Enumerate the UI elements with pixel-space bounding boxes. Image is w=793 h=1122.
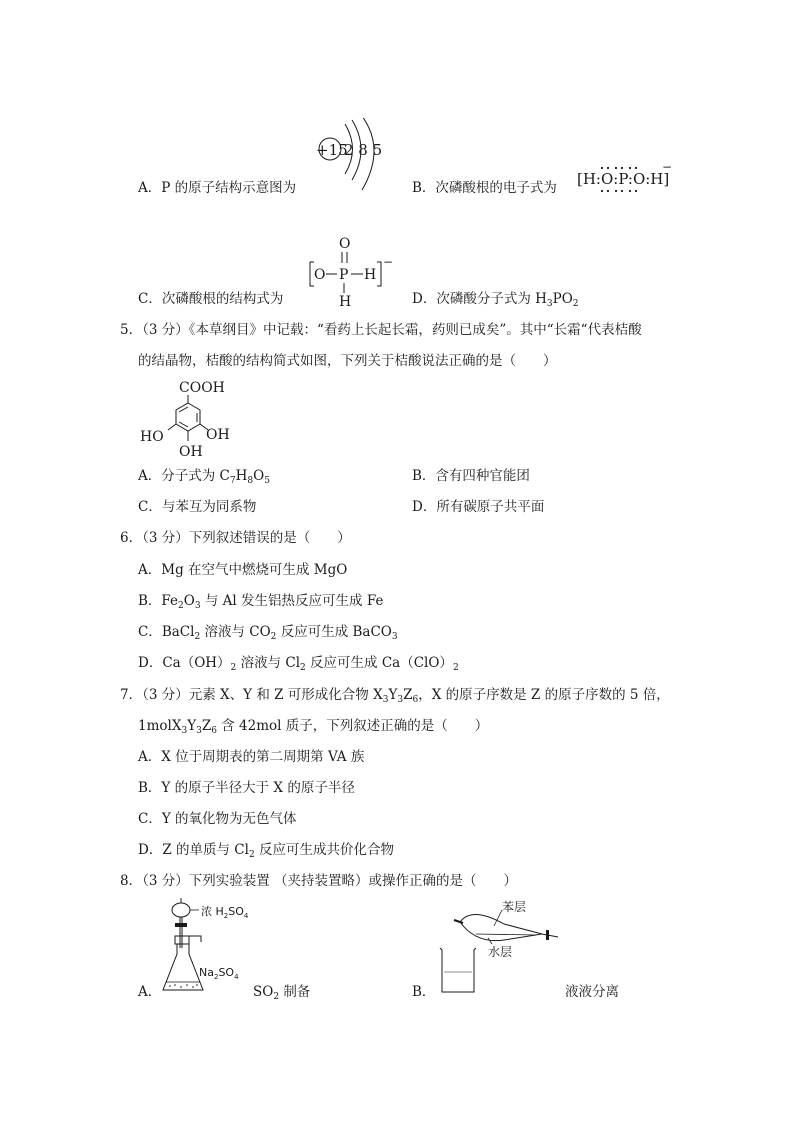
label-text: SO	[228, 905, 244, 918]
sub: 3	[397, 695, 404, 705]
q8-option-a-caption	[253, 983, 310, 1001]
q6-option-d-text: D．Ca（OH）	[138, 655, 231, 671]
sep-funnel-stopcock	[546, 930, 549, 940]
q7-stem-text: 1molX	[138, 718, 182, 734]
q7-stem-text: 含 42mol 质子，下列叙述正确的是（ ）	[216, 718, 489, 734]
q4-option-c-label: C．次磷酸根的结构式为	[138, 291, 284, 307]
q8-option-b-caption: 液液分离	[565, 984, 619, 1000]
q6-option-d-text: 溶液与 Cl	[236, 655, 301, 671]
electron-shells: 2 8 5	[344, 141, 383, 159]
sub: 4	[243, 912, 249, 920]
so2-apparatus-diagram	[155, 896, 250, 1000]
q7-option-b: B．Y 的原子半径大于 X 的原子半径	[138, 780, 355, 796]
sub: 6	[211, 726, 217, 736]
gallic-acid-structure	[136, 376, 246, 462]
electron-formula: [H:O:P:O:H]	[577, 170, 670, 188]
sep-funnel-stem	[542, 934, 558, 937]
q7-option-d-text: D．Z 的单质与 Cl	[138, 842, 249, 858]
q6-option-d-text: 反应可生成 Ca（ClO）	[305, 655, 453, 671]
pointer-water	[488, 938, 492, 944]
label-text: 浓 H	[201, 905, 224, 918]
delivery-tube	[189, 936, 201, 942]
sub: 2	[230, 663, 237, 673]
q4-option-b	[412, 179, 557, 197]
q6-option-c-text: 溶液与 CO	[200, 624, 271, 640]
q4-option-a-label: A．P 的原子结构示意图为	[138, 180, 297, 196]
q4-option-a	[138, 179, 296, 197]
sub: 5	[264, 476, 270, 486]
q5-stem-line1: 5．（3 分）《本草纲目》中记载：“看药上长起长霜，药则已成矣”。其中“长霜“代表桔酸	[120, 322, 642, 338]
sep-funnel-interface	[476, 934, 536, 935]
q7-stem-text: ，X 的原子序数是 Z 的原子序数的 5 倍，	[418, 687, 670, 703]
sub: 2	[194, 632, 201, 642]
molecule-ho-left: HO	[140, 429, 164, 445]
q8-option-a-label: A．	[138, 984, 162, 1000]
funnel-bulb	[172, 903, 190, 917]
q8-stem: 8．（3 分）下列实验装置 （夹持装置略）或操作正确的是（ ）	[120, 873, 518, 889]
sub: 3	[181, 726, 188, 736]
sub: 2	[452, 663, 459, 673]
q6-option-c-text: 反应可生成 BaCO	[276, 624, 392, 640]
sub: 2	[572, 299, 579, 309]
conical-flask	[163, 944, 203, 990]
molecule-cooh: COOH	[179, 380, 225, 396]
sub: 2	[248, 850, 255, 860]
sub: 6	[412, 695, 419, 705]
q7-option-d	[138, 841, 394, 859]
sub: 2	[270, 632, 277, 642]
struct-o-left: O	[314, 267, 326, 283]
q6-option-c-text: C．BaCl	[138, 624, 195, 640]
struct-p: P	[339, 267, 349, 283]
sub: 2	[273, 992, 280, 1002]
sub: 7	[229, 476, 236, 486]
q4-option-d	[412, 290, 579, 308]
q5-option-d: D．所有碳原子共平面	[412, 499, 545, 515]
sub: 8	[247, 476, 254, 486]
atomic-structure-diagram	[312, 118, 392, 196]
label-text: SO	[218, 966, 235, 979]
pointer-benzene	[494, 910, 502, 926]
q6-option-a: A．Mg 在空气中燃烧可生成 MgO	[138, 562, 348, 578]
bracket-right	[377, 262, 381, 286]
q7-option-d-text: 反应可生成共价化合物	[254, 842, 394, 858]
label-water-layer: 水层	[488, 945, 513, 959]
q5-option-a-text: A．分子式为 C	[138, 468, 230, 484]
q7-option-c: C．Y 的氧化物为无色气体	[138, 811, 297, 827]
label-conc-h2so4	[201, 904, 249, 920]
lone-pair-dots-top	[601, 167, 637, 169]
nucleus-charge: +15	[316, 141, 348, 159]
q7-stem-line1	[120, 686, 670, 704]
caption-text: SO	[253, 984, 274, 1000]
separatory-funnel-diagram	[430, 896, 570, 1000]
q7-stem-text: Y	[187, 718, 197, 734]
q6-option-b-text: B．Fe	[138, 593, 179, 609]
q4-option-d-text: D．次磷酸分子式为 H	[412, 291, 547, 307]
q7-stem-line2	[138, 717, 488, 735]
sub: 2	[223, 912, 229, 920]
q7-stem-text: Z	[201, 718, 212, 734]
q5-stem-line2: 的结晶物，桔酸的结构简式如图，下列关于桔酸说法正确的是（ ）	[138, 353, 557, 369]
label-benzene-layer: 苯层	[502, 900, 527, 914]
q8-option-b-label: B．	[412, 984, 436, 1000]
q5-option-c: C．与苯互为同系物	[138, 499, 257, 515]
q6-option-b-text: 与 Al 发生铝热反应可生成 Fe	[200, 593, 384, 609]
struct-o-top: O	[339, 236, 351, 252]
sub: 3	[194, 601, 201, 611]
caption-text: 制备	[279, 984, 311, 1000]
sub: 4	[234, 973, 239, 981]
q6-option-c	[138, 623, 398, 641]
structural-formula-diagram	[300, 234, 400, 310]
molecule-oh-right: OH	[206, 427, 230, 443]
sub: 2	[213, 973, 219, 981]
q7-stem-text: 7．（3 分）元素 X、Y 和 Z 可形成化合物 X	[120, 687, 383, 703]
bond-left-oh	[168, 424, 176, 430]
q7-stem-text: Z	[403, 687, 413, 703]
electron-formula-charge: −	[662, 160, 673, 174]
sep-funnel-body	[460, 914, 542, 940]
q5-option-a	[138, 467, 270, 485]
sub: 2	[178, 601, 184, 611]
struct-h-right: H	[364, 267, 377, 283]
sub: 3	[546, 299, 553, 309]
q6-option-b-text: O	[183, 593, 195, 609]
q4-option-d-text: PO	[552, 291, 573, 307]
q6-stem: 6．（3 分）下列叙述错误的是（ ）	[120, 530, 351, 546]
flask-solid-dots	[169, 984, 198, 988]
lone-pair-dots-bottom	[601, 190, 637, 192]
molecule-oh-bottom: OH	[179, 444, 203, 460]
sub: 2	[300, 663, 306, 673]
q6-option-b	[138, 592, 383, 610]
sub: 3	[391, 632, 398, 642]
struct-charge: −	[383, 255, 394, 269]
label-text: Na	[199, 966, 214, 979]
q4-option-c	[138, 290, 283, 308]
beaker	[440, 948, 476, 992]
q5-option-b: B．含有四种官能团	[412, 468, 530, 484]
q5-option-a-text: H	[235, 468, 248, 484]
sub: 3	[382, 695, 389, 705]
label-na2so4	[199, 966, 239, 981]
sub: 3	[196, 726, 202, 736]
q4-option-b-label: B．次磷酸根的电子式为	[412, 180, 557, 196]
q6-option-d	[138, 654, 459, 672]
struct-h-bottom: H	[339, 294, 352, 310]
q5-option-a-text: O	[253, 468, 265, 484]
q7-stem-text: Y	[388, 687, 398, 703]
q7-option-a: A．X 位于周期表的第二周期第 VA 族	[138, 749, 365, 765]
electron-formula-diagram	[572, 160, 677, 198]
stopcock	[175, 923, 187, 927]
